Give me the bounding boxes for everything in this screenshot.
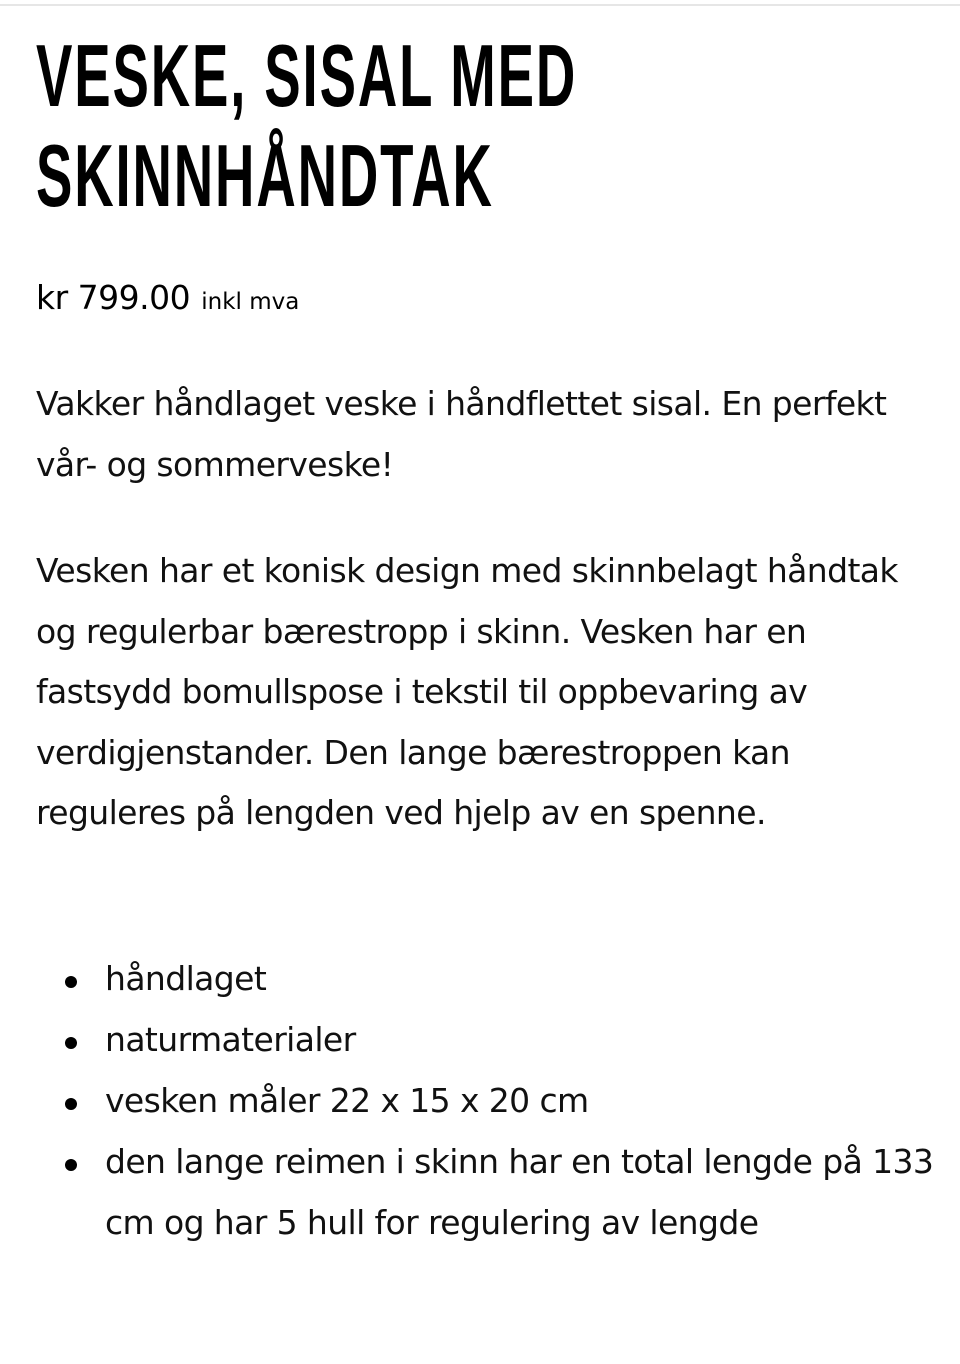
bullet-icon <box>65 1037 77 1049</box>
feature-list <box>36 948 936 1253</box>
feature-text: håndlaget <box>105 959 267 998</box>
feature-text: vesken måler 22 x 15 x 20 cm <box>105 1081 589 1120</box>
bullet-icon <box>65 1159 77 1171</box>
price-amount: kr 799.00 <box>36 278 191 317</box>
feature-item <box>36 948 936 1009</box>
description-paragraph-1: Vakker håndlaget veske i håndflettet sisal. En perfekt vår- og sommerveske! <box>36 384 887 484</box>
top-divider <box>0 4 960 6</box>
feature-text: den lange reimen i skinn har en total lengde på 133 cm og har 5 hull for regulering av lengde <box>105 1142 934 1242</box>
bullet-icon <box>65 976 77 988</box>
price-tax-note: inkl mva <box>201 289 300 315</box>
feature-item <box>36 1009 936 1070</box>
feature-item <box>36 1131 936 1253</box>
feature-text: naturmaterialer <box>105 1020 356 1059</box>
feature-item <box>36 1070 936 1131</box>
bullet-icon <box>65 1098 77 1110</box>
product-title: VESKE, SISAL MED SKINNHÅNDTAK <box>36 26 578 225</box>
price-row <box>36 278 299 317</box>
description-paragraph-2: Vesken har et konisk design med skinnbelagt håndtak og regulerbar bærestropp i skinn. Vesken har en fastsydd bomullspose i tekstil til oppbevaring av verdigjenstander. Den lange bærestroppen kan reguleres på lengden ved hjelp av en spenne. <box>36 551 898 832</box>
